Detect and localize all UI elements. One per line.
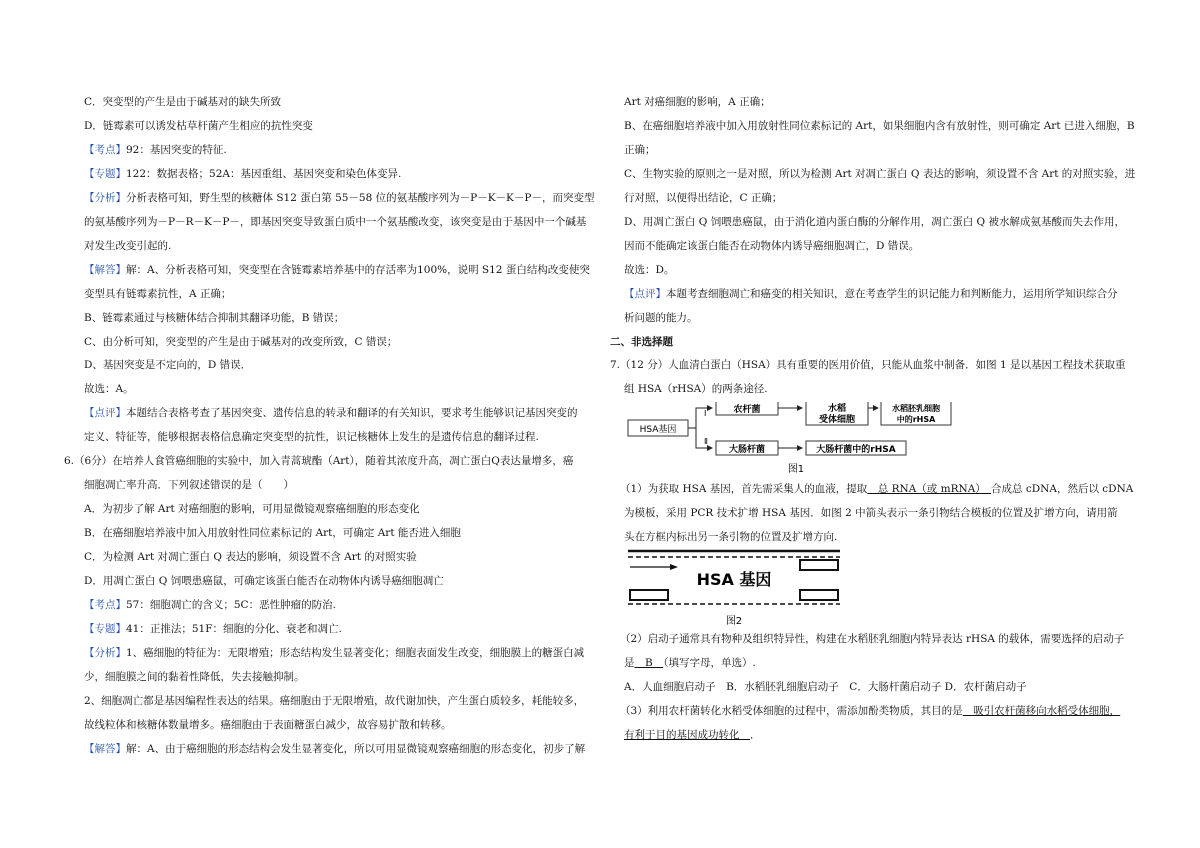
text-line <box>84 239 171 253</box>
text-line <box>84 742 585 756</box>
line-text: 因而不能确定该蛋白能否在动物体内诱导癌细胞凋亡，D 错误。 <box>624 239 920 252</box>
line-text: B、链霉素通过与核糖体结合抑制其翻译功能，B 错误； <box>84 311 345 324</box>
section-tag: 【考点】 <box>84 598 126 611</box>
line-text: C、生物实验的原则之一是对照，所以为检测 Art 对凋亡蛋白 Q 表达的影响，须设置不含 Art 的对照实验，进 <box>624 167 1136 180</box>
line-text: 定义、特征等，能够根据表格信息确定突变型的抗性，识记核糖体上发生的是遗传信息的翻译过程. <box>84 431 539 444</box>
line-text: 细胞凋亡率升高．下列叙述错误的是（ ） <box>84 479 294 492</box>
q3-line-2 <box>624 728 761 742</box>
fig2-gene-label: HSA 基因 <box>696 570 772 589</box>
line-text: Art 对癌细胞的影响，A 正确； <box>624 96 771 108</box>
line-text: 少，细胞膜之间的黏着性降低，失去接触抑制。 <box>84 670 305 683</box>
text-line <box>624 95 771 109</box>
figure-1-caption: 图1 <box>787 464 805 475</box>
line-text: 2、细胞凋亡都是基因编程性表达的结果。癌细胞由于无限增殖，故代谢加快，产生蛋白质较多，耗能较多， <box>84 694 585 707</box>
rice-cell-label-a: 水稻 <box>827 404 847 414</box>
text-line <box>624 311 698 325</box>
line-text: 分析表格可知，野生型的核糖体 S12 蛋白第 55－58 位的氨基酸序列为－P－K－K－P－，而突变型 <box>126 191 595 204</box>
q3-answer-b: 有利于目的基因成功转化 <box>624 729 750 741</box>
q1-line-1 <box>620 482 1133 496</box>
route-1-label: Ⅰ <box>704 409 707 418</box>
line-text: D．用凋亡蛋白 Q 饲喂患癌鼠，可确定该蛋白能否在动物体内诱导癌细胞凋亡 <box>84 575 444 587</box>
section-tag: 【点评】 <box>624 287 666 300</box>
text-line <box>624 215 1125 229</box>
line-text: D、基因突变是不定向的，D 错误． <box>84 359 252 372</box>
text-line <box>84 406 578 420</box>
line-text: 解：A、由于癌细胞的形态结构会发生显著变化，所以可用显微镜观察癌细胞的形态变化，初步了解 <box>126 742 586 755</box>
section-tag: 【考点】 <box>84 143 126 156</box>
text-line <box>84 358 251 372</box>
section-tag: 【专题】 <box>84 622 126 635</box>
line-text: 122：数据表格；52A：基因重组、基因突变和染色体变异. <box>126 167 402 180</box>
line-text: D．链霉素可以诱发枯草杆菌产生相应的抗性突变 <box>84 119 313 132</box>
text-line <box>84 143 227 157</box>
figure-2-caption: 图2 <box>725 616 743 627</box>
line-text: 组 HSA（rHSA）的两条途径. <box>624 383 768 396</box>
q1-text-b: 合成总 cDNA，然后以 cDNA <box>991 483 1134 495</box>
text-line <box>610 335 673 349</box>
line-text: 92：基因突变的特征. <box>126 143 227 156</box>
q3-text-b: ． <box>750 729 761 741</box>
q2-line-1: （2）启动子通常具有物种及组织特异性，构建在水稻胚乳细胞内特异表达 rHSA 的载体，需要选择的启动子 <box>620 633 1125 645</box>
text-line <box>84 119 313 133</box>
line-text: 1、癌细胞的特征为：无限增殖；形态结构发生显著变化；细胞表面发生改变，细胞膜上的糖蛋白减 <box>126 646 585 659</box>
text-line <box>84 263 590 277</box>
line-text: 二、非选择题 <box>610 335 673 348</box>
route-2-label: Ⅱ <box>704 437 708 446</box>
q1-answer: 总 RNA（或 mRNA） <box>867 483 992 495</box>
text-line <box>624 143 656 157</box>
primer-box-right-top <box>800 560 838 570</box>
text-line <box>624 382 768 396</box>
endosperm-label-a: 水稻胚乳细胞 <box>892 404 940 413</box>
text-line <box>84 95 281 109</box>
text-line <box>84 502 420 516</box>
line-text: 57：细胞凋亡的含义；5C：恶性肿瘤的防治. <box>126 598 336 611</box>
text-line <box>624 263 674 277</box>
figure-1 <box>624 402 954 478</box>
line-text: A．为初步了解 Art 对癌细胞的影响，可用显微镜观察癌细胞的形态变化 <box>84 503 420 516</box>
q1-text-a: （1）为获取 HSA 基因，首先需采集人的血液，提取 <box>620 483 868 495</box>
rice-cell-label-b: 受体细胞 <box>818 415 856 425</box>
q1-line-3: 头在方框内标出另一条引物的位置及扩增方向. <box>624 531 838 543</box>
text-line <box>610 358 1126 372</box>
line-text: C、由分析可知，突变型的产生是由于碱基对的改变所致，C 错误； <box>84 335 398 348</box>
text-line <box>84 694 584 708</box>
endosperm-label-b: 中的rHSA <box>896 415 936 424</box>
section-tag: 【解答】 <box>84 263 126 276</box>
ecoli-rhsa-label: 大肠杆菌中的rHSA <box>816 445 896 455</box>
q2-text-a: 是 <box>624 657 635 669</box>
line-text: 41：正推法；51F：细胞的分化、衰老和凋亡. <box>126 622 342 635</box>
line-text: 本题结合表格考查了基因突变、遗传信息的转录和翻译的有关知识，要求考生能够识记基因突变的 <box>126 407 578 420</box>
text-line <box>624 167 1135 181</box>
line-text: 故选：D。 <box>624 263 675 276</box>
text-line <box>84 622 342 636</box>
line-text: B．在癌细胞培养液中加入用放射性同位素标记的 Art，可确定 Art 能否进入细胞 <box>84 527 461 540</box>
primer-box-right-bottom <box>800 590 838 600</box>
line-text: 变型具有链霉素抗性，A 正确； <box>84 287 232 300</box>
text-line <box>84 574 444 588</box>
q2-line-2 <box>624 656 756 670</box>
line-text: 对发生改变引起的. <box>84 239 172 252</box>
text-line <box>84 670 305 684</box>
text-line <box>624 239 919 253</box>
line-text: C．突变型的产生是由于碱基对的缺失所致 <box>84 96 282 108</box>
agro-label: 农杆菌 <box>733 405 761 415</box>
line-text: B、在癌细胞培养液中加入用放射性同位素标记的 Art，如果细胞内含有放射性，则可确定 Art 已进入细胞，B <box>624 119 1135 132</box>
q3-text-a: （3）利用农杆菌转化水稻受体细胞的过程中，需添加酚类物质，其目的是 <box>620 705 963 717</box>
text-line <box>64 454 573 468</box>
text-line <box>624 119 1135 133</box>
text-line <box>84 430 539 444</box>
section-tag: 【分析】 <box>84 646 126 659</box>
line-text: 的氨基酸序列为－P－R－K－P－，即基因突变导致蛋白质中一个氨基酸改变，该突变是由于基因中一个碱基 <box>84 215 587 228</box>
q3-line-1 <box>620 704 1120 718</box>
text-line <box>84 646 584 660</box>
text-line <box>84 311 344 325</box>
line-text: 行对照，以便得出结论，C 正确； <box>624 191 783 204</box>
q2-text-b: （填写字母，单选）. <box>663 657 756 669</box>
text-line <box>84 550 417 564</box>
line-text: 解：A、分析表格可知，突变型在含链霉素培养基中的存活率为100%，说明 S12 蛋白结构改变使突 <box>126 263 590 276</box>
line-text: D、用凋亡蛋白 Q 饲喂患癌鼠，由于消化道内蛋白酶的分解作用，凋亡蛋白 Q 被水解成氨基酸而失去作用， <box>624 215 1125 228</box>
primer-box-left-bottom <box>630 590 668 600</box>
section-tag: 【专题】 <box>84 167 126 180</box>
text-line <box>84 382 134 396</box>
line-text: 故选：A。 <box>84 383 134 396</box>
text-line <box>84 526 461 540</box>
text-line <box>84 287 231 301</box>
line-text: C．为检测 Art 对凋亡蛋白 Q 表达的影响，须设置不含 Art 的对照实验 <box>84 551 417 564</box>
text-line <box>84 191 594 205</box>
figure-2 <box>624 548 844 628</box>
q3-answer-a: 吸引农杆菌移向水稻受体细胞， <box>962 705 1121 717</box>
hsa-gene-label: HSA基因 <box>639 425 677 435</box>
line-text: 正确； <box>624 143 656 156</box>
ecoli-label: 大肠杆菌 <box>728 445 766 455</box>
line-text: 故线粒体和核糖体数量增多。癌细胞由于表面糖蛋白减少，故容易扩散和转移。 <box>84 718 452 731</box>
q2-answer: B <box>634 657 664 669</box>
text-line <box>624 287 1118 301</box>
text-line <box>624 191 782 205</box>
text-line <box>84 167 401 181</box>
text-line <box>84 215 586 229</box>
line-text: 7.（12 分）人血清白蛋白（HSA）具有重要的医用价值，只能从血浆中制备．如图 1 是以基因工程技术获取重 <box>610 359 1126 372</box>
section-tag: 【解答】 <box>84 742 126 755</box>
text-line <box>84 478 294 492</box>
text-line <box>84 598 336 612</box>
q1-line-2: 为模板，采用 PCR 技术扩增 HSA 基因．如图 2 中箭头表示一条引物结合模板的位置及扩增方向，请用箭 <box>624 507 1118 519</box>
text-line <box>84 718 452 732</box>
section-tag: 【点评】 <box>84 407 126 420</box>
text-line <box>84 335 397 349</box>
q2-options: A．人血细胞启动子 B．水稻胚乳细胞启动子 C．大肠杆菌启动子 D．农杆菌启动子 <box>624 681 1027 693</box>
line-text: 6.（6分）在培养人食管癌细胞的实验中，加入青蒿琥酯（Art），随着其浓度升高，凋亡蛋白Q表达量增多，癌 <box>64 455 574 468</box>
line-text: 析问题的能力。 <box>624 311 698 324</box>
section-tag: 【分析】 <box>84 191 126 204</box>
line-text: 本题考查细胞凋亡和癌变的相关知识，意在考查学生的识记能力和判断能力，运用所学知识综合分 <box>666 287 1118 300</box>
